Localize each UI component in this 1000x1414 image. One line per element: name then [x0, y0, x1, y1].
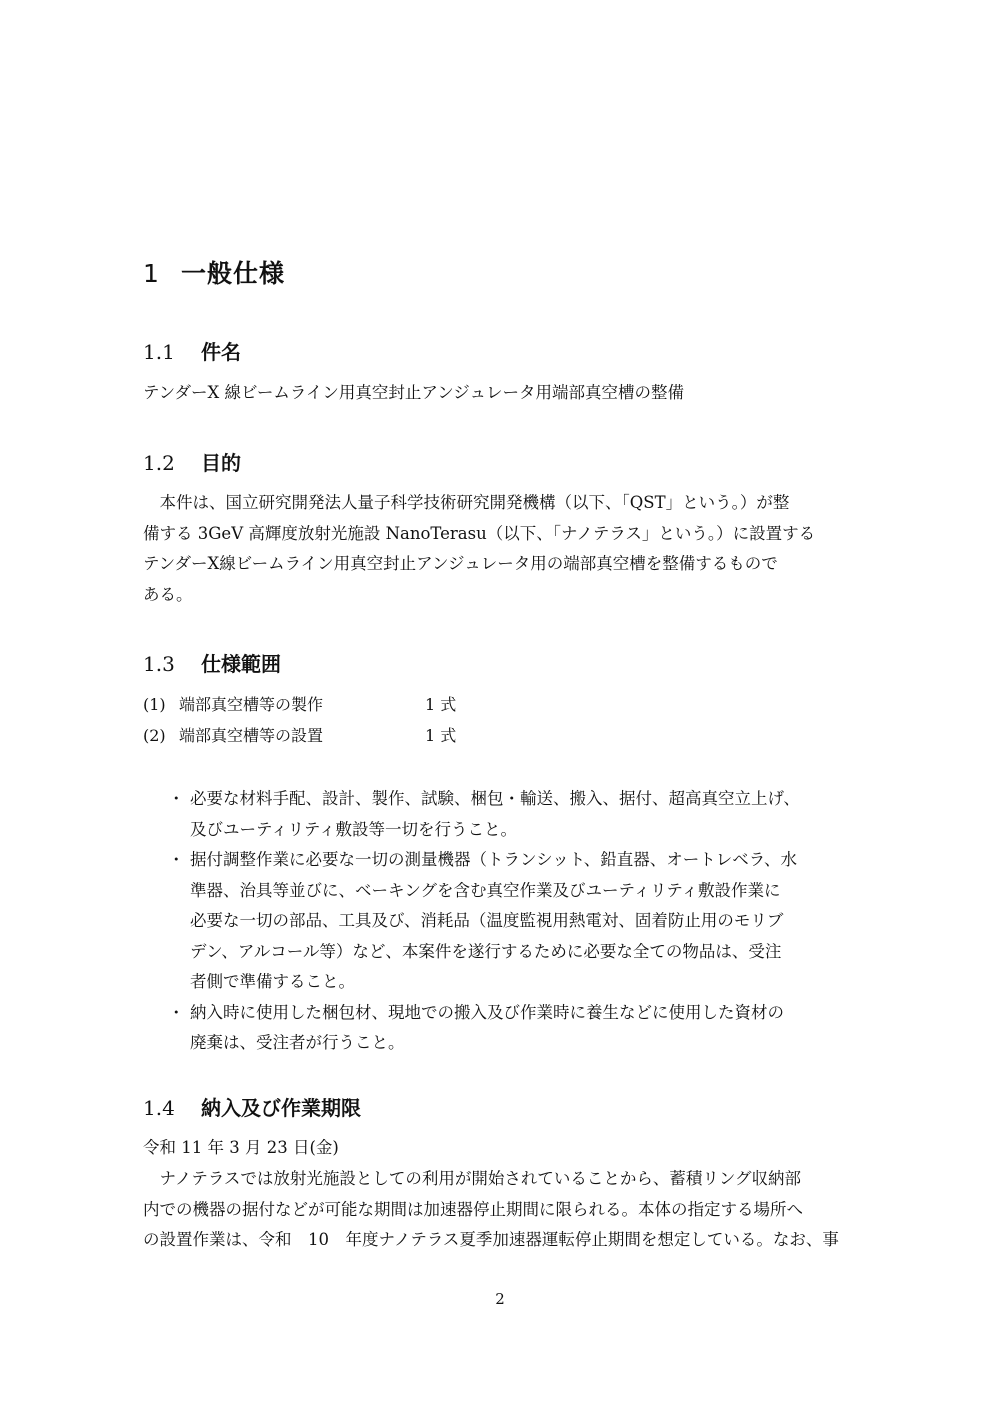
bullet-mark: ・ [168, 850, 185, 869]
scope-item-name: 端部真空槽等の設置 [179, 726, 324, 745]
subsection-title: 目的 [201, 451, 241, 475]
bullet-item [168, 845, 858, 998]
paragraph-line: の設置作業は、令和 10 年度ナノテラス夏季加速器運転停止期間を想定している。なお、事 [143, 1230, 839, 1249]
scope-item-name: 端部真空槽等の製作 [179, 695, 324, 714]
bullet-line: デン、アルコール等）など、本案件を遂行するために必要な全ての物品は、受注 [190, 941, 782, 961]
bullet-item [168, 784, 858, 845]
page-number: 2 [495, 1290, 505, 1308]
paragraph-line: ナノテラスでは放射光施設としての利用が開始されていることから、蓄積リング収納部 [143, 1169, 802, 1188]
bullet-item [168, 998, 858, 1059]
paragraph-line: 本件は、国立研究開発法人量子科学技術研究開発機構（以下、「QST」という。）が整 [143, 493, 790, 512]
paragraph-line: テンダーX線ビームライン用真空封止アンジュレータ用の端部真空槽を整備するもので [143, 554, 778, 573]
subsection-title: 仕様範囲 [201, 652, 281, 676]
bullet-line: 者側で準備すること。 [190, 972, 355, 991]
section-heading [143, 254, 285, 290]
scope-item-index: (2) [143, 726, 166, 745]
subsection-title: 納入及び作業期限 [201, 1096, 361, 1120]
scope-item [143, 690, 456, 720]
purpose-paragraph [143, 488, 858, 610]
delivery-date: 令和 11 年 3 月 23 日(金) [143, 1138, 339, 1157]
bullet-line: 準器、治具等並びに、ベーキングを含む真空作業及びユーティリティ敷設作業に [190, 880, 781, 900]
scope-item-index: (1) [143, 695, 166, 714]
paragraph-line: ある。 [143, 584, 193, 604]
subsection-number: 1.1 [143, 340, 175, 364]
subsection-heading-1-4 [143, 1092, 361, 1121]
scope-bullet-list [168, 784, 858, 1059]
bullet-mark: ・ [168, 1002, 185, 1022]
bullet-mark: ・ [168, 789, 185, 808]
subsection-number: 1.2 [143, 451, 175, 475]
subsection-title: 件名 [201, 340, 241, 364]
subsection-heading-1-2 [143, 447, 241, 476]
scope-item-quantity: 1 式 [425, 726, 457, 745]
section-number: 1 [143, 259, 160, 288]
paragraph-line: 備する 3GeV 高輝度放射光施設 NanoTerasu（以下、「ナノテラス」という。）に設置する [143, 523, 816, 543]
bullet-line: 及びユーティリティ敷設等一切を行うこと。 [190, 819, 518, 839]
bullet-line: 必要な一切の部品、工具及び、消耗品（温度監視用熱電対、固着防止用のモリブ [190, 911, 784, 930]
subsection-number: 1.4 [143, 1096, 175, 1120]
delivery-paragraph [143, 1164, 858, 1256]
subsection-heading-1-1 [143, 336, 241, 365]
scope-item-quantity: 1 式 [425, 695, 457, 714]
subsection-number: 1.3 [143, 652, 175, 676]
section-title: 一般仕様 [181, 259, 286, 288]
bullet-line: 据付調整作業に必要な一切の測量機器（トランシット、鉛直器、オートレベラ、水 [190, 850, 797, 869]
scope-item [143, 721, 456, 751]
subject-text: テンダーX 線ビームライン用真空封止アンジュレータ用端部真空槽の整備 [143, 383, 684, 402]
bullet-line: 廃棄は、受注者が行うこと。 [190, 1033, 405, 1052]
subsection-heading-1-3 [143, 648, 281, 677]
paragraph-line: 内での機器の据付などが可能な期間は加速器停止期間に限られる。本体の指定する場所へ [143, 1199, 803, 1219]
bullet-line: 必要な材料手配、設計、製作、試験、梱包・輸送、搬入、据付、超高真空立上げ、 [190, 789, 800, 808]
bullet-line: 納入時に使用した梱包材、現地での搬入及び作業時に養生などに使用した資材の [190, 1002, 784, 1022]
